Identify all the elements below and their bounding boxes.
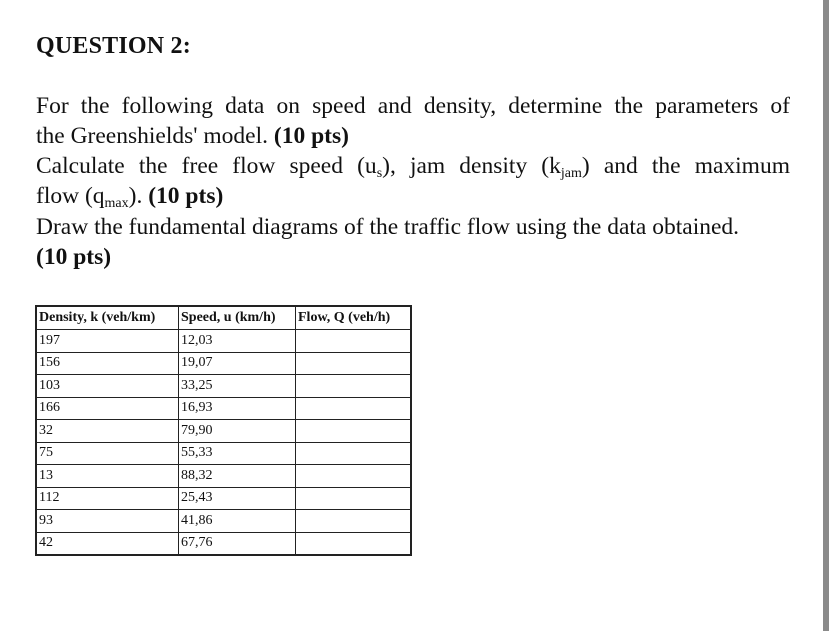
line6-points: (10 pts) bbox=[36, 244, 112, 270]
speed-cell: 79,90 bbox=[179, 420, 296, 443]
line3-part-a: Calculate the free flow speed (u bbox=[36, 153, 377, 179]
question-line-6 bbox=[36, 242, 790, 272]
density-cell: 75 bbox=[36, 442, 179, 465]
speed-cell: 12,03 bbox=[179, 330, 296, 353]
line3-part-b: ), jam density (k bbox=[382, 153, 561, 179]
table-row bbox=[36, 465, 411, 488]
header-density: Density, k (veh/km) bbox=[36, 306, 179, 330]
density-cell: 42 bbox=[36, 532, 179, 555]
table-row bbox=[36, 375, 411, 398]
subscript-jam: jam bbox=[560, 166, 582, 181]
question-title: QUESTION 2: bbox=[36, 33, 191, 59]
speed-cell: 19,07 bbox=[179, 352, 296, 375]
flow-cell bbox=[296, 532, 412, 555]
speed-cell: 67,76 bbox=[179, 532, 296, 555]
flow-cell bbox=[296, 330, 412, 353]
line4-part-a: flow (q bbox=[36, 183, 105, 209]
speed-cell: 25,43 bbox=[179, 487, 296, 510]
table-row bbox=[36, 442, 411, 465]
subscript-s: s bbox=[376, 166, 383, 181]
table-row bbox=[36, 487, 411, 510]
density-cell: 156 bbox=[36, 352, 179, 375]
speed-cell: 16,93 bbox=[179, 397, 296, 420]
header-speed: Speed, u (km/h) bbox=[179, 306, 296, 330]
flow-cell bbox=[296, 397, 412, 420]
question-line-4 bbox=[36, 181, 790, 211]
flow-cell bbox=[296, 375, 412, 398]
page-edge-bar bbox=[823, 0, 829, 631]
speed-cell: 88,32 bbox=[179, 465, 296, 488]
density-cell: 13 bbox=[36, 465, 179, 488]
subscript-max: max bbox=[104, 196, 129, 211]
density-cell: 93 bbox=[36, 510, 179, 533]
table-row bbox=[36, 330, 411, 353]
density-cell: 197 bbox=[36, 330, 179, 353]
speed-cell: 33,25 bbox=[179, 375, 296, 398]
speed-cell: 41,86 bbox=[179, 510, 296, 533]
question-text bbox=[36, 91, 790, 272]
table-row bbox=[36, 420, 411, 443]
question-line-5: Draw the fundamental diagrams of the traffic flow using the data obtained. bbox=[36, 214, 740, 240]
flow-cell bbox=[296, 465, 412, 488]
question-line-1: For the following data on speed and density, determine the parameters of bbox=[36, 93, 790, 119]
density-cell: 32 bbox=[36, 420, 179, 443]
density-cell: 103 bbox=[36, 375, 179, 398]
table-row bbox=[36, 352, 411, 375]
speed-cell: 55,33 bbox=[179, 442, 296, 465]
line3-part-c: ) and the maximum bbox=[581, 153, 790, 179]
line2-points: (10 pts) bbox=[273, 123, 349, 149]
line2-text: the Greenshields' model. bbox=[36, 123, 268, 149]
flow-cell bbox=[296, 420, 412, 443]
header-flow: Flow, Q (veh/h) bbox=[296, 306, 412, 330]
flow-cell bbox=[296, 352, 412, 375]
line4-part-b: ). bbox=[128, 183, 143, 209]
density-cell: 112 bbox=[36, 487, 179, 510]
density-cell: 166 bbox=[36, 397, 179, 420]
flow-cell bbox=[296, 487, 412, 510]
table-row bbox=[36, 397, 411, 420]
flow-cell bbox=[296, 442, 412, 465]
question-line-2 bbox=[36, 121, 790, 151]
table-header-row bbox=[36, 306, 411, 330]
flow-cell bbox=[296, 510, 412, 533]
table-row bbox=[36, 532, 411, 555]
question-line-3 bbox=[36, 151, 790, 181]
table-row bbox=[36, 510, 411, 533]
line4-points: (10 pts) bbox=[148, 183, 224, 209]
data-table bbox=[35, 305, 412, 556]
